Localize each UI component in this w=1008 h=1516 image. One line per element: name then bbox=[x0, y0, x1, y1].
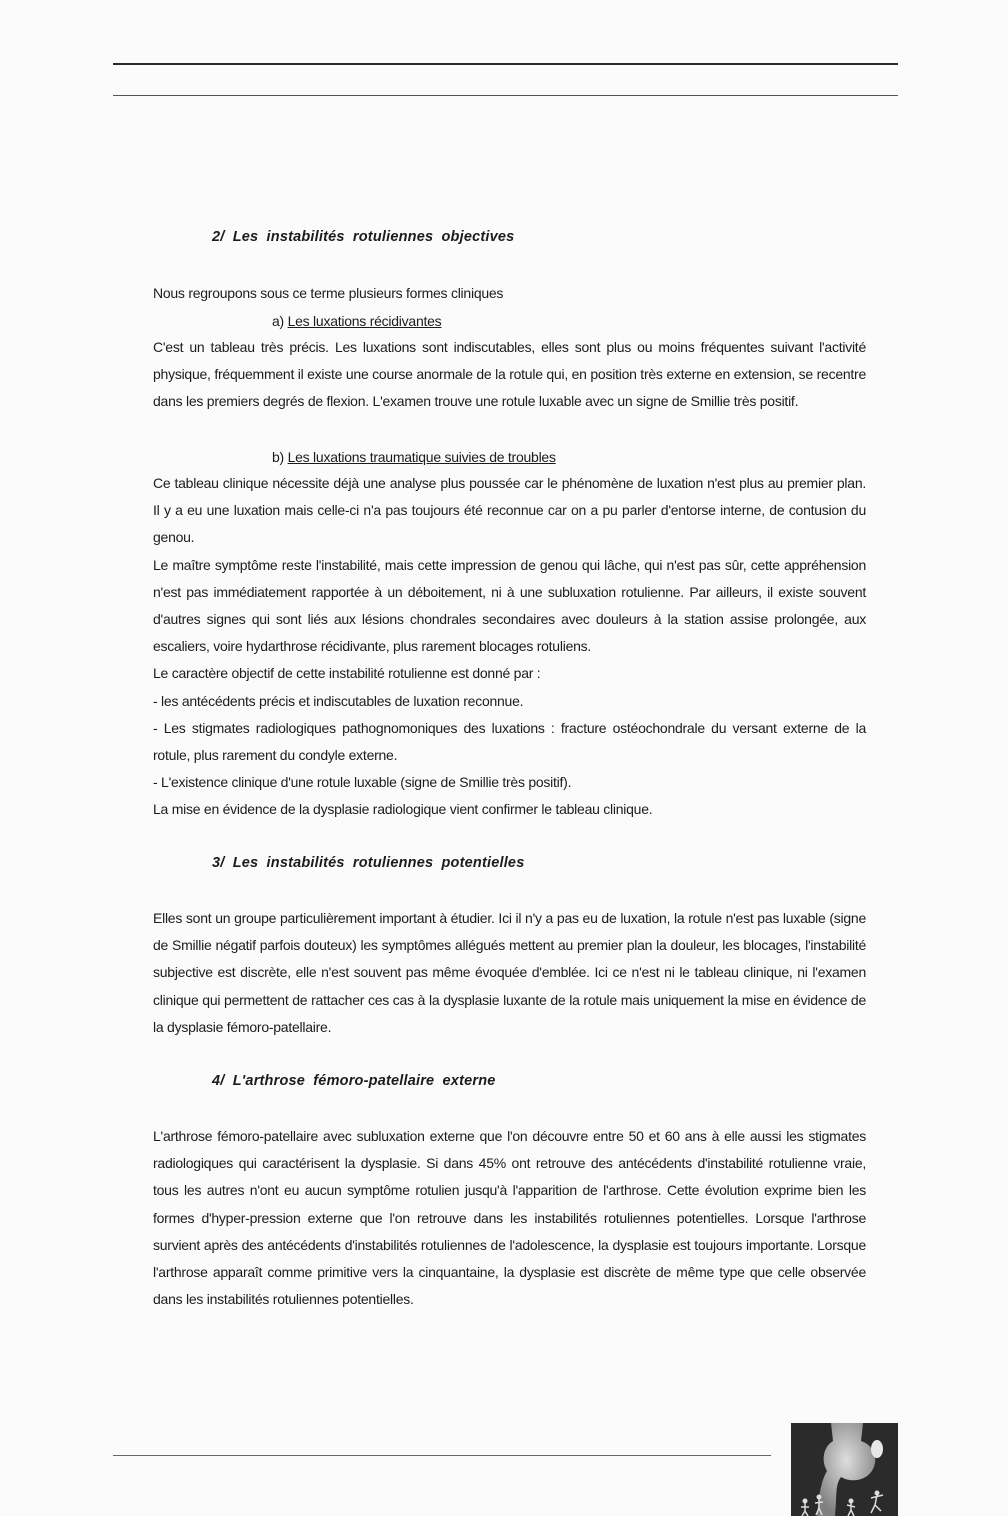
paragraph-luxations-recidivantes: C'est un tableau très précis. Les luxations sont indiscutables, elles sont plus ou moins fréquentes suivant l'activité physique, fréquemment il existe une course anormale de la rotule qui, en position très externe en extension, se recentre dans les premiers degrés de flexion. L'examen trouve une rotule luxable avec un signe de Smillie très positif. bbox=[153, 339, 866, 410]
subsection-a-title bbox=[272, 308, 441, 335]
subsection-b-title bbox=[272, 444, 556, 471]
section-2-intro: Nous regroupons sous ce terme plusieurs formes cliniques bbox=[153, 285, 504, 301]
paragraph-luxations-traumatiques: Ce tableau clinique nécessite déjà une analyse plus poussée car le phénomène de luxation n'est plus au premier plan. Il y a eu une luxation mais celle-ci n'a pas toujours été reconnue car on a pu parler d'entorse interne, de contusion du genou. bbox=[153, 475, 866, 546]
section-3-paragraph: Elles sont un groupe particulièrement important à étudier. Ici il n'y a pas eu de luxation, la rotule n'est pas luxable (signe de Smillie négatif parfois douteux) les symptômes allégués mettent au premier plan la douleur, les blocages, l'instabilité subjective est discrète, elle n'est souvent pas même évoquée d'emblée. Ici ce n'est ni le tableau clinique, ni l'examen clinique qui permettent de rattacher ces cas à la dysplasie luxante de la rotule mais uniquement la mise en évidence de la dysplasie fémoro-patellaire. bbox=[153, 910, 866, 1035]
knee-logo-icon bbox=[791, 1423, 898, 1516]
paragraph-conclusion: La mise en évidence de la dysplasie radiologique vient confirmer le tableau clinique. bbox=[153, 801, 653, 818]
subsection-a-label: Les luxations récidivantes bbox=[287, 313, 442, 329]
section-3-heading: 3/ Les instabilités rotuliennes potentielles bbox=[212, 855, 525, 871]
section-4-heading: 4/ L'arthrose fémoro-patellaire externe bbox=[212, 1073, 496, 1089]
paragraph-caractere-objectif: Le caractère objectif de cette instabilité rotulienne est donné par : bbox=[153, 665, 541, 682]
paragraph-maitre-symptome: Le maître symptôme reste l'instabilité, mais cette impression de genou qui lâche, qui n'est pas sûr, cette appréhension n'est pas immédiatement rapportée à un déboitement, ni à une subluxation rotulienne. Par ailleurs, il existe souvent d'autres signes qui sont liés aux lésions chondrales secondaires avec douleurs à la station assise prolongée, aux escaliers, voire hydarthrose récidivante, plus rarement blocages rotuliens. bbox=[153, 556, 866, 655]
subsection-b-label: Les luxations traumatique suivies de troubles bbox=[287, 449, 556, 465]
footer-rule bbox=[113, 1455, 771, 1456]
section-2-heading: 2/ Les instabilités rotuliennes objectives bbox=[212, 229, 515, 245]
subsection-b-prefix: b) bbox=[272, 449, 284, 465]
section-4-paragraph: L'arthrose fémoro-patellaire avec subluxation externe que l'on découvre entre 50 et 60 ans à elle aussi les stigmates radiologiques qui caractérisent la dysplasie. Si dans 45% ont retrouve des antécédents d'instabilité rotulienne vraie, tous les autres n'ont eu aucun symptôme rotulien jusqu'à l'apparition de l'arthrose. Cette évolution exprime bien les formes d'hyper-pression externe que l'on retrouve dans les instabilités rotuliennes potentielles. Lorsque l'arthrose survient après des antécédents d'instabilités rotuliennes de l'adolescence, la dysplasie est toujours importante. Lorsque l'arthrose apparaît comme primitive vers la cinquantaine, la dysplasie est discrète de même type que celle observée dans les instabilités rotuliennes potentielles. bbox=[153, 1128, 866, 1308]
list-item: - les antécédents précis et indiscutables de luxation reconnue. bbox=[153, 692, 524, 709]
list-item: - Les stigmates radiologiques pathognomoniques des luxations : fracture ostéochondrale du versant externe de la rotule, plus rarement du condyle externe. bbox=[153, 719, 866, 764]
list-item: - L'existence clinique d'une rotule luxable (signe de Smillie très positif). bbox=[153, 774, 572, 791]
header-rule-thin bbox=[113, 95, 898, 96]
header-rule-thick bbox=[113, 63, 898, 65]
section-2-body bbox=[153, 470, 866, 824]
subsection-a-prefix: a) bbox=[272, 313, 284, 329]
